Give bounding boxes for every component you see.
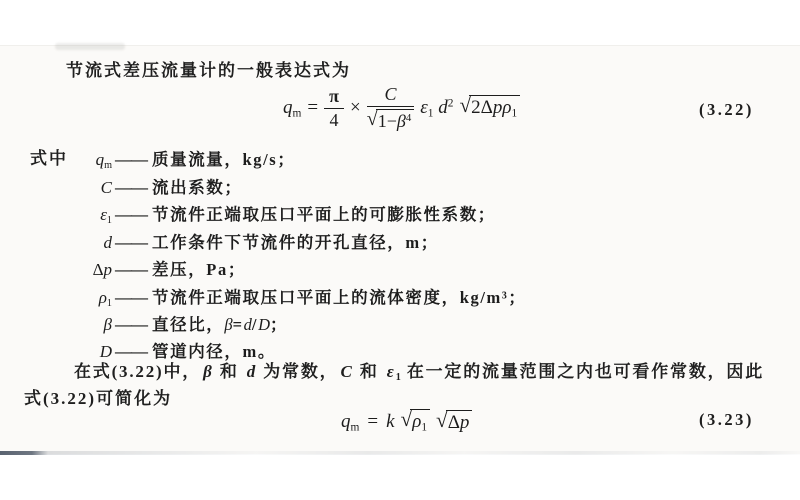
def-symbol: β: [103, 315, 112, 334]
definition-row-beta: [0, 311, 800, 335]
eq1-equals: =: [307, 97, 319, 118]
definition-row-d: [0, 229, 800, 253]
eq2-qm: $q_m$: [341, 410, 360, 434]
eq1-eps-d2: $\varepsilon_1$ $d^2$: [420, 96, 454, 120]
radical-sign: √: [366, 107, 378, 130]
def-text: 差压，Pa；: [152, 260, 246, 279]
eq2-equals: =: [367, 411, 379, 432]
def-text: 节流件正端取压口平面上的流体密度，kg/m³；: [152, 288, 527, 307]
def-text: 质量流量，kg/s；: [152, 150, 296, 169]
eq1-pi: π: [324, 87, 344, 109]
def-dash: ——: [115, 315, 147, 334]
equation-3-23: [341, 404, 472, 440]
def-dash: ——: [115, 205, 147, 224]
def-text: 直径比，β=d/D；: [152, 315, 289, 334]
def-symbol: $q_m$: [95, 150, 112, 172]
def-text: 管道内径，m。: [152, 342, 276, 361]
eq1-sqrt-2dp-rho: √2Δpρ$_1$: [459, 95, 520, 121]
radical-sign: √: [400, 407, 413, 432]
eq1-C: C: [384, 83, 397, 104]
def-dash: ——: [115, 342, 147, 361]
intro-sentence: 节流式差压流量计的一般表达式为: [66, 61, 351, 80]
def-dash: ——: [115, 178, 147, 197]
eq1-four: 4: [329, 109, 339, 130]
def-symbol: D: [99, 342, 112, 361]
eq1-times: ×: [349, 97, 361, 118]
def-symbol: Δp: [92, 260, 112, 279]
definition-row-D: [0, 338, 800, 362]
definition-row-eps1: [0, 201, 800, 226]
definition-row-C: [0, 174, 800, 198]
eq1-c-fraction: [367, 85, 415, 132]
def-dash: ——: [115, 233, 147, 252]
eq1-pi-over-4: [324, 87, 344, 130]
eq2-k: k: [386, 411, 395, 432]
def-text: 节流件正端取压口平面上的可膨胀性系数；: [152, 205, 496, 224]
equation-3-22: [283, 84, 520, 132]
definition-row-dp: [0, 256, 800, 280]
def-text: 工作条件下节流件的开孔直径，m；: [152, 233, 439, 252]
def-dash: ——: [115, 260, 147, 279]
def-symbol: C: [100, 178, 112, 197]
eq1-denominator-sqrt: $√1-\beta^4$: [367, 109, 415, 132]
def-dash: ——: [115, 150, 147, 169]
def-symbol: $\rho_1$: [98, 288, 112, 310]
equation-number-3-22: (3.22): [699, 100, 754, 119]
scan-smudge-artifact: [55, 43, 125, 50]
definition-row-qm: [0, 146, 800, 171]
def-dash: ——: [115, 288, 147, 307]
closing-paragraph-line2: 式(3.22)可简化为: [24, 389, 173, 408]
eq1-qm: $q_m$: [283, 96, 302, 120]
def-symbol: $\varepsilon_1$: [100, 205, 112, 227]
def-text: 流出系数；: [152, 178, 243, 197]
closing-paragraph-line1: 在式(3.22)中， β 和 d 为常数， C 和 ε $_1$ 在一定的流量范围之内也可看作常数，因此: [74, 362, 765, 384]
radical-sign: √: [436, 408, 448, 433]
radical-sign: √: [459, 93, 472, 118]
eq2-sqrt-rho1: $√\rho_1$: [401, 409, 431, 435]
definition-row-rho1: [0, 284, 800, 309]
eq2-sqrt-dp: √Δp: [436, 410, 472, 434]
where-label: 式中: [30, 149, 68, 168]
scan-edge-artifact: [0, 451, 800, 455]
def-symbol: d: [103, 233, 112, 252]
equation-number-3-23: (3.23): [699, 410, 754, 429]
